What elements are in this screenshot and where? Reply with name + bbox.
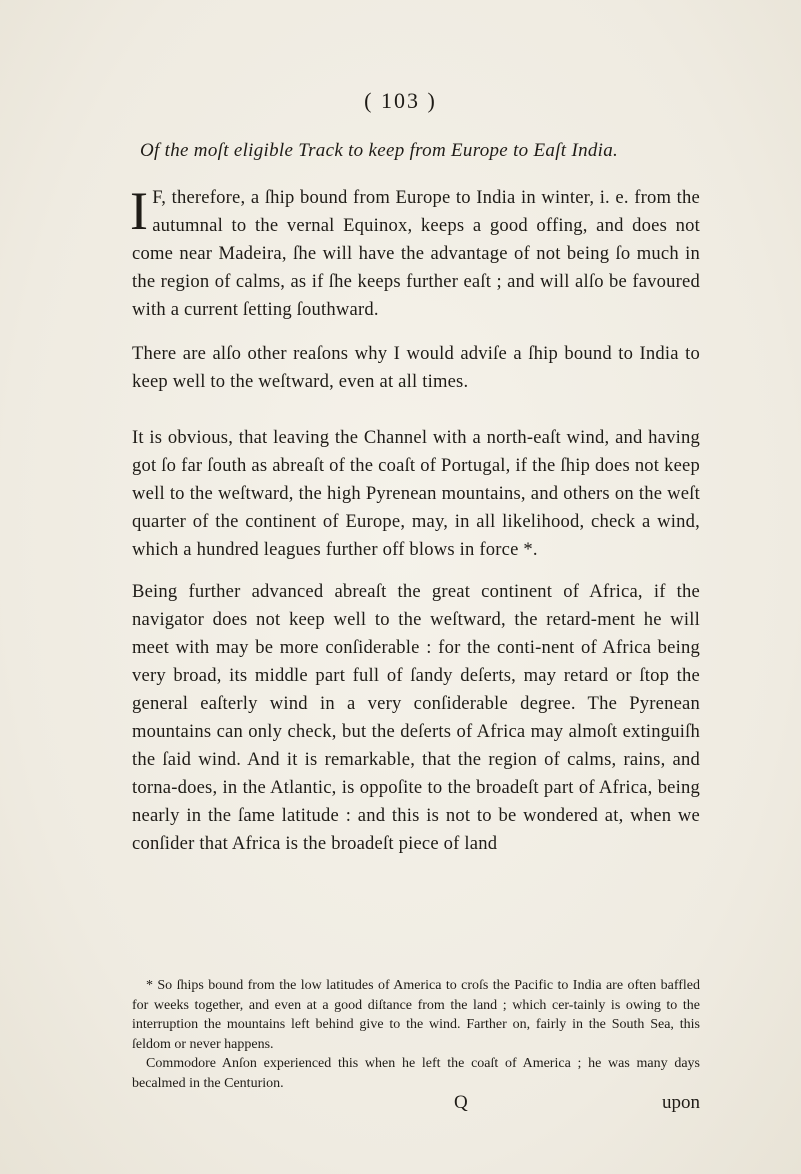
paragraph-4-text: Being further advanced abreaſt the great continent of Africa, if the navigator does not keep well to the weſtward, the retard-ment he will meet with may be more conſiderable : for the conti-nent of Africa being very broad, its middle part full of ſandy deſerts, may retard or ſtop the general eaſterly wind in a very conſiderable degree. The Pyrenean mountains can only check, but the deſerts of Africa may almoſt extinguiſh the ſaid wind. And it is remarkable, that the region of calms, rains, and torna-does, in the Atlantic, is oppoſite to the broadeſt part of Africa, being nearly in the ſame latitude : and this is not to be wondered at, when we conſider that Africa is the broadeſt piece of land xyxy=(132,581,700,854)
footnote-text-1: * So ſhips bound from the low latitudes of America to croſs the Pacific to India are often baffled for weeks together, and even at a good diſtance from the land ; which cer-tainly is owing to the interruption the mountains left behind give to the wind. Farther on, fairly in the South Sea, this ſeldom or never happens. xyxy=(132,978,700,1052)
paragraph-2 xyxy=(132,340,700,396)
paragraph-1-text: F, therefore, a ſhip bound from Europe to India in winter, i. e. from the autumnal to the vernal Equinox, keeps a good offing, and does not come near Madeira, ſhe will have the advantage of not being ſo much in the region of calms, as if ſhe keeps further eaſt ; and will alſo be favoured with a current ſetting ſouthward. xyxy=(132,187,700,320)
drop-cap: I xyxy=(130,181,149,241)
page-number: ( 103 ) xyxy=(364,88,437,113)
signature-mark: Q xyxy=(454,1092,468,1113)
paragraph-4 xyxy=(132,578,700,858)
paragraph-3 xyxy=(132,424,700,564)
page-footer xyxy=(132,1092,700,1118)
paragraph-3-text: It is obvious, that leaving the Channel with a north-eaſt wind, and having got ſo far ſouth as abreaſt of the coaſt of Portugal, if the ſhip does not keep well to the weſtward, the high Pyrenean mountains, and others on the weſt quarter of the continent of Europe, may, in all likelihood, check a wind, which a hundred leagues further off blows in force *. xyxy=(132,427,700,560)
paragraph-1 xyxy=(130,181,700,324)
paragraph-2-text: There are alſo other reaſons why I would adviſe a ſhip bound to India to keep well to the weſtward, even at all times. xyxy=(132,343,700,392)
footnote-text-2: Commodore Anſon experienced this when he left the coaſt of America ; he was many days becalmed in the Centurion. xyxy=(132,1056,700,1091)
catchword: upon xyxy=(662,1092,700,1113)
section-heading: Of the moſt eligible Track to keep from Europe to Eaſt India. xyxy=(140,140,619,161)
footnote xyxy=(132,976,700,1093)
